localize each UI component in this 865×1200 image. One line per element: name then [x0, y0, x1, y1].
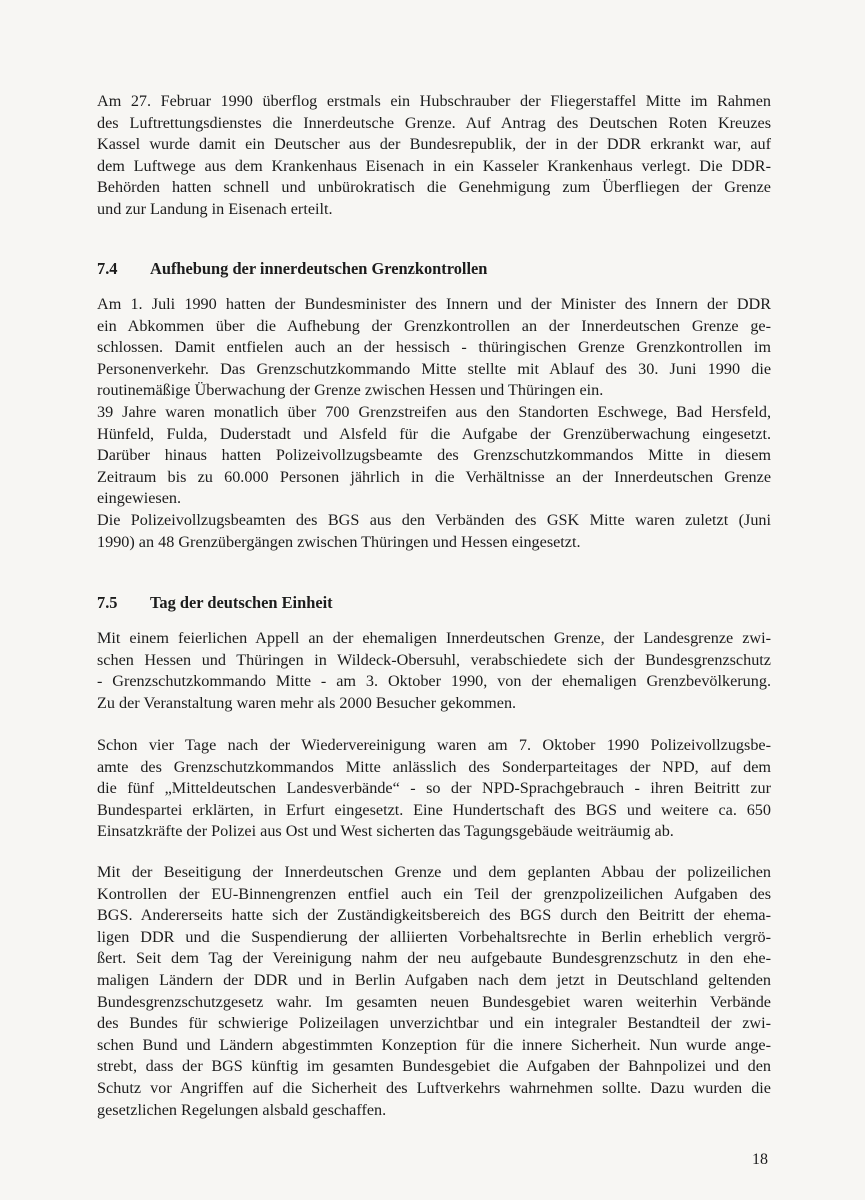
- text-line: Bundespartei erklärten, in Erfurt eingesetzt. Eine Hundertschaft des BGS und weitere ca. 650: [97, 800, 771, 819]
- text-line: die fünf „Mitteldeutschen Landesverbände“ - so der NPD-Sprachgebrauch - ihren Beitritt zur: [97, 779, 771, 798]
- text-line: BGS. Andererseits hatte sich der Zuständigkeitsbereich des BGS durch den Beitritt der ehema-: [97, 906, 771, 925]
- text-line: und zur Landung in Eisenach erteilt.: [97, 199, 333, 218]
- text-line: Kontrollen der EU-Binnengrenzen entfiel auch ein Teil der grenzpolizeilichen Aufgaben des: [97, 884, 771, 903]
- text-line: Schon vier Tage nach der Wiedervereinigung waren am 7. Oktober 1990 Polizeivollzugsbe-: [97, 736, 771, 754]
- paragraph: [97, 402, 771, 510]
- section-7-4-body: [97, 294, 771, 553]
- text-line: Mit der Beseitigung der Innerdeutschen Grenze und dem geplanten Abbau der polizeilichen: [97, 863, 771, 881]
- section-number: 7.4: [97, 259, 118, 278]
- text-line: 39 Jahre waren monatlich über 700 Grenzstreifen aus den Standorten Eschwege, Bad Hersfeld,: [97, 402, 771, 421]
- paragraph: [97, 510, 771, 553]
- text-line: ßert. Seit dem Tag der Vereinigung nahm der neu aufgebaute Bundesgrenzschutz in den ehe-: [97, 949, 771, 968]
- page-number: 18: [752, 1151, 768, 1168]
- section-heading-7-5: [97, 592, 333, 614]
- text-line: Zeitraum bis zu 60.000 Personen jährlich in die Verhältnisse an der Innerdeutschen Grenze: [97, 467, 771, 486]
- text-line: ligen DDR und die Suspendierung der alliierten Vorbehaltsrechte in Berlin erheblich vergrö-: [97, 927, 771, 946]
- text-line: strebt, dass der BGS künftig im gesamten Bundesgebiet die Aufgaben der Bahnpolizei und den: [97, 1057, 771, 1076]
- section-7-5-paragraph-2: [97, 735, 771, 843]
- text-line: dem Luftwege aus dem Krankenhaus Eisenach in ein Kasseler Krankenhaus verlegt. Die DDR-: [97, 156, 771, 175]
- section-7-5-paragraph-1: [97, 628, 771, 714]
- section-heading-7-4: [97, 258, 487, 280]
- text-line: maligen Ländern der DDR und in Berlin Aufgaben nach dem jetzt in Deutschland geltenden: [97, 970, 771, 989]
- text-line: gesetzlichen Regelungen alsbald geschaffen.: [97, 1100, 387, 1119]
- text-line: Hünfeld, Fulda, Duderstadt und Alsfeld für die Aufgabe der Grenzüberwachung eingesetzt.: [97, 424, 771, 443]
- text-line: des Bundes für schwierige Polizeilagen unverzichtbar und ein integraler Bestandteil der zwi-: [97, 1014, 771, 1033]
- text-line: Kassel wurde damit ein Deutscher aus der Bundesrepublik, der in der DDR erkrankt war, auf: [97, 135, 771, 154]
- text-line: Einsatzkräfte der Polizei aus Ost und West sicherten das Tagungsgebäude weiträumig ab.: [97, 822, 674, 841]
- text-line: - Grenzschutzkommando Mitte - am 3. Oktober 1990, von der ehemaligen Grenzbevölkerung.: [97, 672, 771, 691]
- text-line: ein Abkommen über die Aufhebung der Grenzkontrollen an der Innerdeutschen Grenze ge-: [97, 316, 771, 335]
- text-line: Zu der Veranstaltung waren mehr als 2000 Besucher gekommen.: [97, 693, 517, 712]
- text-line: Darüber hinaus hatten Polizeivollzugsbeamte des Grenzschutzkommandos Mitte in diesem: [97, 446, 771, 465]
- text-line: Die Polizeivollzugsbeamten des BGS aus den Verbänden des GSK Mitte waren zuletzt (Juni: [97, 510, 771, 529]
- section-number: 7.5: [97, 593, 118, 612]
- text-line: des Luftrettungsdienstes die Innerdeutsche Grenze. Auf Antrag des Deutschen Roten Kreuzes: [97, 113, 771, 132]
- text-line: Am 1. Juli 1990 hatten der Bundesminister des Innern und der Minister des Innern der DDR: [97, 295, 771, 313]
- text-line: schlossen. Damit entfielen auch an der hessisch - thüringischen Grenze Grenzkontrollen im: [97, 338, 771, 357]
- text-line: schen Bund und Ländern abgestimmten Konzeption für die innere Sicherheit. Nun wurde ange-: [97, 1035, 771, 1054]
- text-line: routinemäßige Überwachung der Grenze zwischen Hessen und Thüringen ein.: [97, 381, 604, 400]
- section-title: Aufhebung der innerdeutschen Grenzkontrollen: [150, 259, 488, 278]
- text-line: schen Hessen und Thüringen in Wildeck-Obersuhl, verabschiedete sich der Bundesgrenzschutz: [97, 650, 771, 669]
- text-line: Schutz vor Angriffen auf die Sicherheit des Luftverkehrs wahrnehmen sollte. Dazu wurden die: [97, 1078, 771, 1097]
- section-7-5-paragraph-3: [97, 862, 771, 1121]
- text-line: Am 27. Februar 1990 überflog erstmals ein Hubschrauber der Fliegerstaffel Mitte im Rahmen: [97, 92, 771, 110]
- text-line: Bundesgrenzschutzgesetz wahr. Im gesamten neuen Bundesgebiet waren weiterhin Verbände: [97, 992, 771, 1011]
- section-title: Tag der deutschen Einheit: [150, 593, 333, 612]
- text-line: Behörden hatten schnell und unbürokratisch die Genehmigung zum Überfliegen der Grenze: [97, 178, 771, 197]
- text-line: Mit einem feierlichen Appell an der ehemaligen Innerdeutschen Grenze, der Landesgrenze zwi-: [97, 629, 771, 647]
- text-line: Personenverkehr. Das Grenzschutzkommando Mitte stellte mit Ablauf des 30. Juni 1990 die: [97, 359, 771, 378]
- text-line: eingewiesen.: [97, 489, 182, 508]
- text-line: 1990) an 48 Grenzübergängen zwischen Thüringen und Hessen eingesetzt.: [97, 532, 581, 551]
- paragraph: [97, 294, 771, 402]
- text-line: amte des Grenzschutzkommandos Mitte anlässlich des Sonderparteitages der NPD, auf dem: [97, 757, 771, 776]
- intro-paragraph: [97, 91, 771, 221]
